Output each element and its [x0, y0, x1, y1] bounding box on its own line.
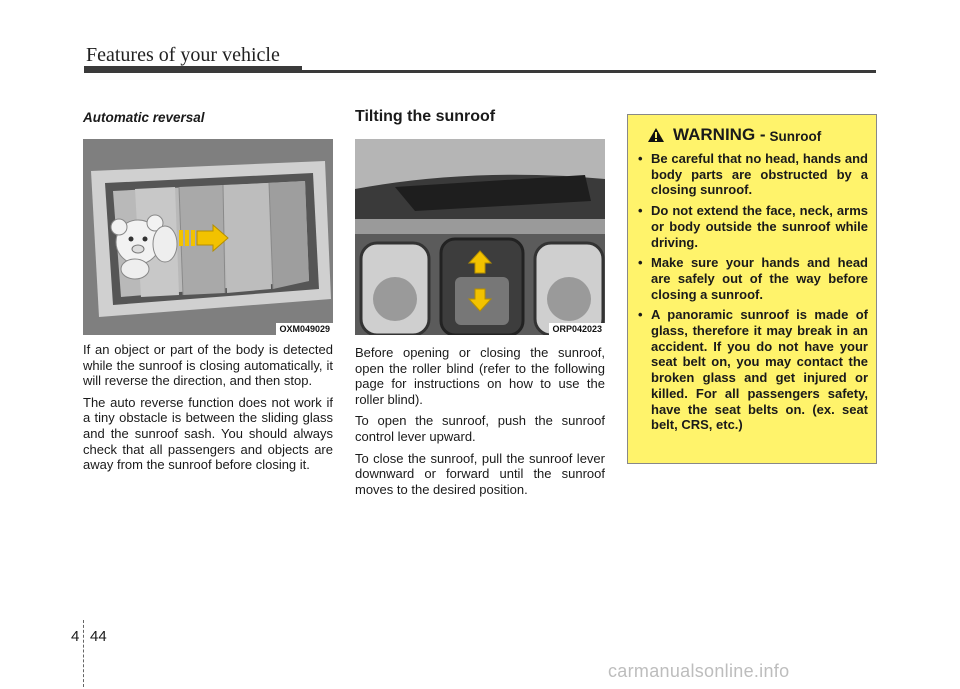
paragraph: If an object or part of the body is detected while the sunroof is closing automatically, it will reverse the direction, and then stop. — [83, 342, 333, 389]
paragraph: Before opening or closing the sunroof, open the roller blind (refer to the following page for instructions on how to use the roller blind). — [355, 345, 605, 407]
tilting-sunroof-heading: Tilting the sunroof — [355, 108, 496, 125]
warning-item: • Make sure your hands and head are safely out of the way before closing a sunroof. — [637, 255, 868, 302]
page-number-separator — [83, 620, 84, 687]
page-number: 44 — [90, 628, 107, 645]
sunroof-reversal-illustration — [83, 139, 333, 335]
sunroof-control-figure — [355, 139, 605, 335]
figure-code: OXM049029 — [276, 323, 333, 335]
figure-code: ORP042023 — [549, 323, 605, 335]
header-rule — [84, 70, 876, 73]
paragraph: The auto reverse function does not work if a tiny obstacle is between the sliding glass and the sunroof sash. You should always check that all passengers and objects are away from the sunroof before closing it. — [83, 394, 333, 473]
sunroof-reversal-figure — [83, 139, 333, 335]
middle-body-text — [355, 345, 605, 503]
warning-list — [637, 151, 868, 433]
warning-label: WARNING - — [673, 125, 766, 144]
warning-item: • Be careful that no head, hands and body parts are obstructed by a closing sunroof. — [637, 151, 868, 198]
page-header-title: Features of your vehicle — [86, 44, 280, 66]
paragraph: To close the sunroof, pull the sunroof lever downward or forward until the sunroof moves to the desired position. — [355, 450, 605, 497]
warning-box — [627, 114, 877, 464]
warning-title — [647, 125, 868, 145]
paragraph: To open the sunroof, push the sunroof control lever upward. — [355, 413, 605, 444]
warning-triangle-icon — [647, 127, 665, 143]
section-number: 4 — [71, 628, 80, 645]
left-body-text — [83, 342, 333, 479]
watermark: carmanualsonline.info — [608, 661, 790, 681]
sunroof-control-illustration — [355, 139, 605, 335]
automatic-reversal-heading: Automatic reversal — [83, 110, 205, 125]
warning-subject: Sunroof — [769, 128, 822, 144]
warning-item: • A panoramic sunroof is made of glass, therefore it may break in an accident. If you do not have your seat belt on, you may contact the broken glass and get injured or killed. For all passengers safety, have the seat belts on. (ex. seat belt, CRS, etc.) — [637, 307, 868, 433]
warning-item: • Do not extend the face, neck, arms or body outside the sunroof while driving. — [637, 203, 868, 250]
